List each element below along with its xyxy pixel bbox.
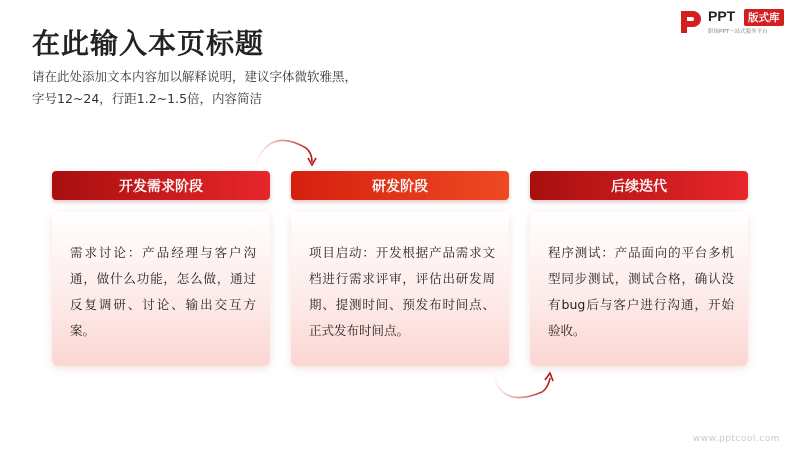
logo-brand-text: PPT	[708, 8, 736, 24]
logo-mark-icon	[678, 9, 704, 35]
stage-card-development	[291, 212, 509, 366]
page-subtitle	[32, 66, 452, 110]
watermark: www.pptcool.com	[692, 434, 780, 444]
stage-description: 需求讨论：产品经理与客户沟通，做什么功能，怎么做，通过反复调研、讨论、输出交互方案。	[70, 245, 256, 338]
stage-title: 研发阶段	[372, 178, 428, 195]
brand-logo	[678, 8, 794, 38]
page-title: 在此输入本页标题	[32, 27, 265, 60]
stage-header-iteration	[530, 171, 748, 200]
logo-badge: 版式库	[744, 9, 784, 26]
subtitle-line-2: 字号12~24，行距1.2~1.5倍，内容简洁	[32, 91, 263, 106]
curved-arrow-icon-bottom	[482, 362, 558, 408]
stage-title: 开发需求阶段	[119, 178, 203, 195]
curved-arrow-icon	[246, 128, 322, 172]
stage-card-requirements	[52, 212, 270, 366]
subtitle-line-1: 请在此处添加文本内容加以解释说明，建议字体微软雅黑，	[32, 69, 358, 84]
stage-title: 后续迭代	[611, 178, 667, 195]
stage-description: 项目启动：开发根据产品需求文档进行需求评审，评估出研发周期、提测时间、预发布时间点、正式发布时间点。	[309, 245, 495, 338]
logo-slogan: 职场PPT一站式服务平台	[708, 29, 768, 35]
stage-header-requirements	[52, 171, 270, 200]
stage-card-iteration	[530, 212, 748, 366]
stage-description: 程序测试：产品面向的平台多机型同步测试，测试合格，确认没有bug后与客户进行沟通，开始验收。	[548, 245, 734, 338]
stage-header-development	[291, 171, 509, 200]
